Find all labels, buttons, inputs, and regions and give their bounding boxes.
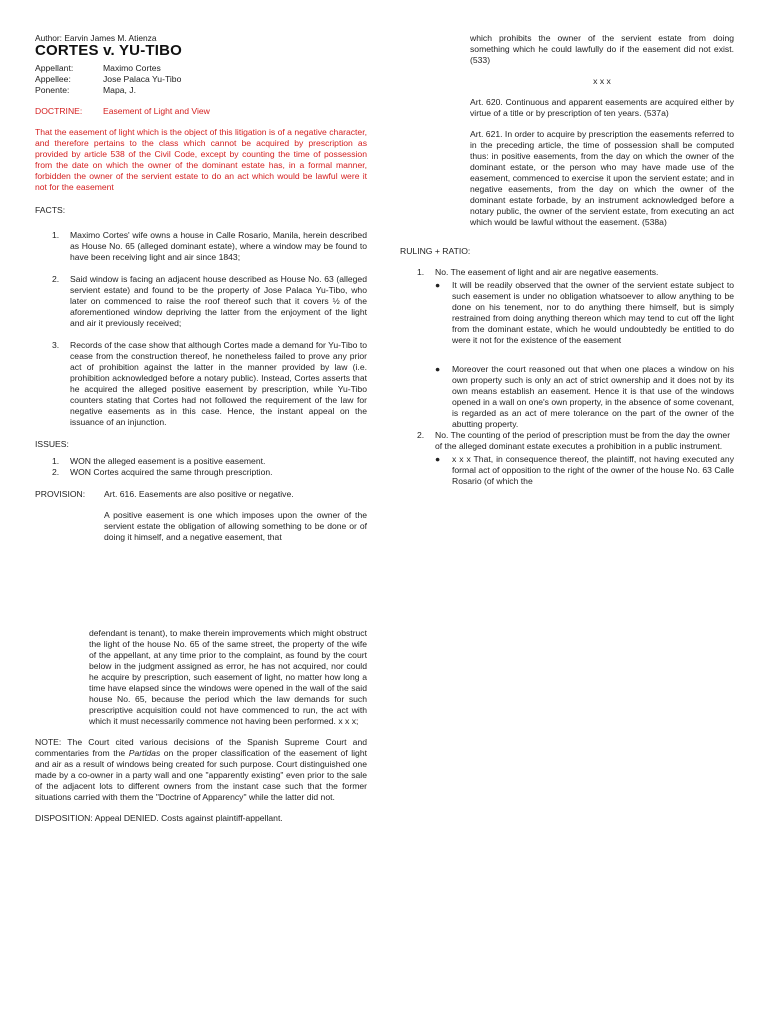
doctrine-text: That the easement of light which is the object of this litigation is of a negative character, and therefore pertains to the class which cannot be acquired by prescription as provided by article 538 of the Civil Code, except by counting the time of possession from the date on which the owner of the dominant estate has, in a formal manner, forbidden the owner of the servient estate to do an act which would be lawful were it not for the easement <box>35 127 367 192</box>
list-number: 1. <box>417 267 425 277</box>
meta-label: Appellee: <box>35 74 71 84</box>
bullet-text: x x x That, in consequence thereof, the plaintiff, not having executed any formal act of opposition to the right of the owner of the house No. 63 Calle Rosario (of which the <box>452 454 734 486</box>
facts-heading: FACTS: <box>35 205 66 215</box>
list-item <box>35 456 367 467</box>
provision-heading <box>35 489 367 500</box>
list-item <box>435 454 734 487</box>
issues-list <box>35 456 367 478</box>
meta-appellant <box>35 63 367 74</box>
note-text-a: NOTE: The Court cited various decisions of the Spanish Supreme Court and commentaries from the <box>35 737 367 758</box>
list-number: 1. <box>52 230 60 240</box>
list-text: WON Cortes acquired the same through prescription. <box>70 467 273 477</box>
list-text: Records of the case show that although Cortes made a demand for Yu-Tibo to cease from the construction thereof, he nonetheless failed to prove any prior act of prohibition against the latter in the manner provided by law (i.e. prohibition acknowledged before a notary public). Instead, Cortes asserts that he acquired the alleged positive easement by prescription, while Yu-Tibo counters stating that Cortes had not followed the requirement of the law for negative easements as in this case. Hence, the instant appeal on the issuance of an injunction. <box>70 340 367 427</box>
list-text: No. The counting of the period of prescription must be from the day the owner of the alleged dominant estate executes a prohibition in a public instrument. <box>435 430 731 451</box>
article-620: Art. 620. Continuous and apparent easements are acquired either by virtue of a title or by prescription of ten years. (537a) <box>470 97 734 118</box>
list-item <box>35 230 367 263</box>
doctrine-label: DOCTRINE: <box>35 106 83 116</box>
list-text: Maximo Cortes' wife owns a house in Calle Rosario, Manila, herein described as House No. 65 (alleged dominant estate), where a window may be found to have been receiving light and air since 1843; <box>70 230 367 262</box>
list-item <box>400 430 734 487</box>
meta-value: Jose Palaca Yu-Tibo <box>103 74 182 84</box>
ruling-heading: RULING + RATIO: <box>400 246 471 256</box>
ruling-list <box>400 267 734 487</box>
list-item <box>435 280 734 346</box>
bullet-icon: ● <box>435 454 441 464</box>
note-text-b: on the proper classification of the easement of light and air as a result of windows being created for such purpose. Court distinguished one made by a co-owner in a party wall and one "apparently existing" even prior to the sale of the adjacent lots to different owners from the instant case such that the former situations carried with them the "Doctrine of Apparency" while the latter did not. <box>35 748 367 802</box>
list-text: WON the alleged easement is a positive easement. <box>70 456 266 466</box>
doctrine-title: Easement of Light and View <box>103 106 210 116</box>
list-item <box>35 467 367 478</box>
ellipsis-marker: x x x <box>593 76 611 86</box>
ruling-bullets <box>435 454 734 487</box>
left-column <box>35 33 367 543</box>
provision-label: PROVISION: <box>35 489 86 499</box>
right-column <box>400 33 734 487</box>
meta-value: Maximo Cortes <box>103 63 161 73</box>
list-item <box>35 340 367 428</box>
bullet-icon: ● <box>435 364 441 374</box>
meta-label: Appellant: <box>35 63 74 73</box>
meta-appellee <box>35 74 367 85</box>
meta-value: Mapa, J. <box>103 85 136 95</box>
provision-continuation: which prohibits the owner of the servient estate from doing something which he could lawfully do if the easement did not exist. (533) <box>470 33 734 65</box>
bullet-icon: ● <box>435 280 441 290</box>
list-number: 2. <box>52 467 60 477</box>
list-text: No. The easement of light and air are negative easements. <box>435 267 659 277</box>
page-two-column <box>35 628 367 824</box>
provision-first: Art. 616. Easements are also positive or negative. <box>104 489 294 499</box>
case-meta <box>35 63 367 96</box>
note-italic: Partidas <box>128 748 161 758</box>
meta-ponente <box>35 85 367 96</box>
disposition: DISPOSITION: Appeal DENIED. Costs against plaintiff-appellant. <box>35 813 283 823</box>
doctrine-heading <box>35 106 367 117</box>
ruling-bullets <box>435 280 734 430</box>
list-number: 2. <box>52 274 60 284</box>
case-title: CORTES v. YU-TIBO <box>35 42 183 59</box>
note-paragraph <box>35 737 367 803</box>
list-item <box>400 267 734 430</box>
quote-continuation: defendant is tenant), to make therein improvements which might obstruct the light of the house No. 65 of the same street, the property of the wife of the appellant, at any time prior to the complaint, as found by the court below in the judgment assigned as error, he has not acquired, nor could he acquire by prescription, such easement of light, no matter how long a time have elapsed since the windows were opened in the wall of the said house No. 65, because the period which the law demands for such prescriptive acquisition could not have commenced to run, the act with which it must necessarily commence not having been performed. x x x; <box>89 628 367 726</box>
issues-heading: ISSUES: <box>35 439 69 449</box>
provision-paragraph: A positive easement is one which imposes upon the owner of the servient estate the obligation of allowing something to be done or of doing it himself, and a negative easement, that <box>104 510 367 542</box>
meta-label: Ponente: <box>35 85 70 95</box>
facts-list <box>35 230 367 428</box>
author-line: Author: Earvin James M. Atienza <box>35 33 157 43</box>
list-number: 3. <box>52 340 60 350</box>
list-item <box>435 364 734 430</box>
list-text: Said window is facing an adjacent house described as House No. 63 (alleged servient estate) and found to be the property of Jose Palaca Yu-Tibo, who later on commenced to raise the roof thereof such that it covers ½ of the aforementioned window depriving the latter from the enjoyment of the light and air it previously received; <box>70 274 367 328</box>
list-number: 2. <box>417 430 425 440</box>
list-item <box>35 274 367 329</box>
bullet-text: Moreover the court reasoned out that when one places a window on his own property such is only an act of strict ownership and it does not by its own means establish an easement. Hence it is that use of the windows opened in a wall on one's own property, in the absence of some covenant, is regarded as an act of mere tolerance on the part of the owner of the abutting property. <box>452 364 734 429</box>
bullet-text: It will be readily observed that the owner of the servient estate subject to such easement is under no obligation whatsoever to allow anything to be done on his tenement, nor to do anything there himself, but is simply restrained from doing anything thereon which may tend to cut off the light from the dominant estate, which he would undoubtedly be entitled to do were it not for the existence of the easement <box>452 280 734 345</box>
article-621: Art. 621. In order to acquire by prescription the easements referred to in the preceding article, the time of possession shall be computed thus: in positive easements, from the day on which the owner of the dominant estate, or the person who may have made use of the easement, commenced to exercise it upon the servient estate; and in negative easements, from the day on which the owner of the dominant estate forbade, by an instrument acknowledged before a notary public, the owner of the servient estate, from executing an act which would be lawful without the easement. (538a) <box>470 129 734 227</box>
list-number: 1. <box>52 456 60 466</box>
